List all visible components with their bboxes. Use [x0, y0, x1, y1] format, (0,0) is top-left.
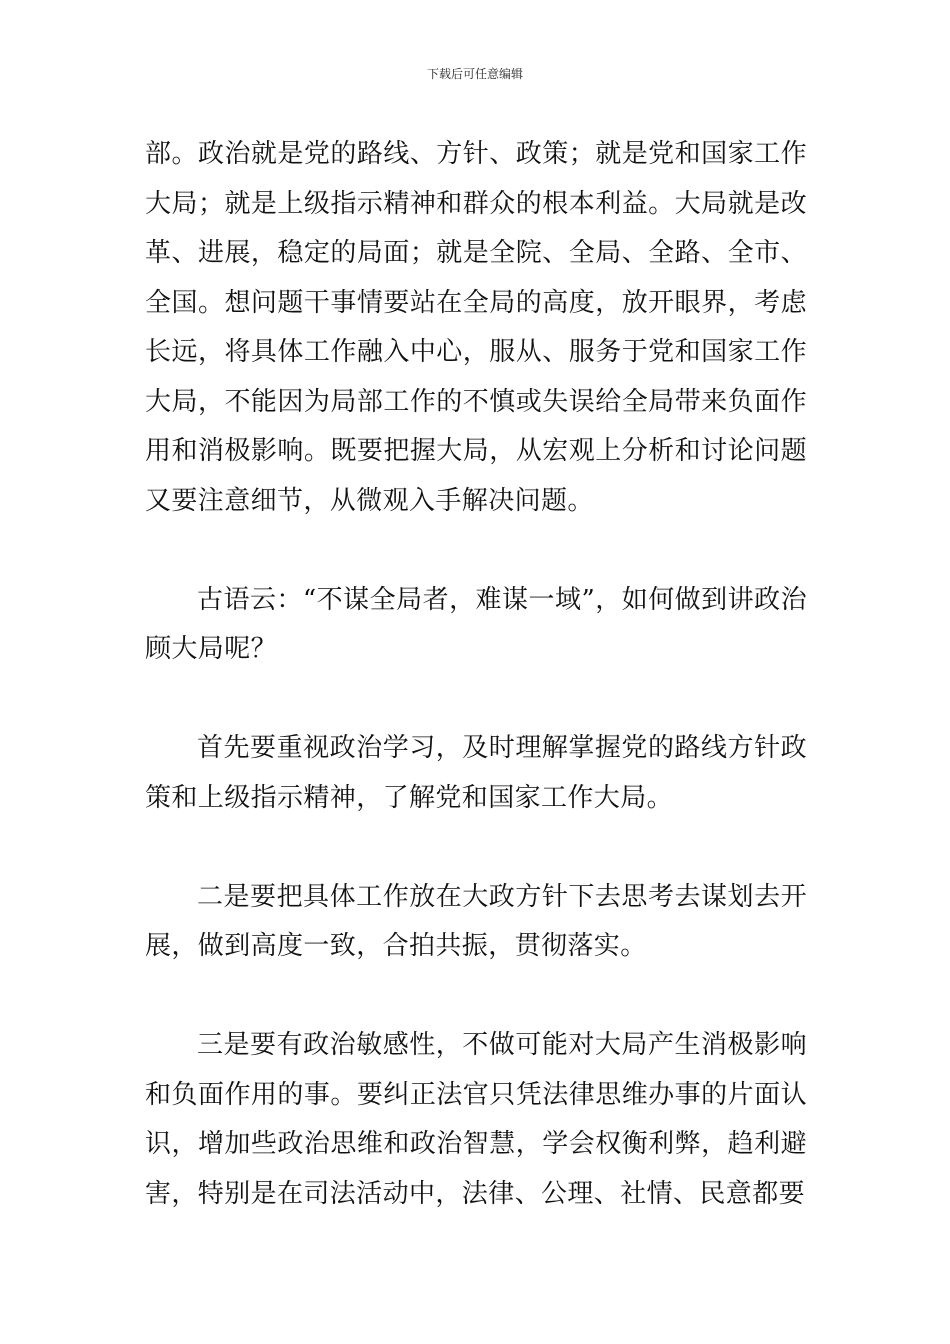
paragraph: 三是要有政治敏感性，不做可能对大局产生消极影响和负面作用的事。要纠正法官只凭法律思维办事的片面认识，增加些政治思维和政治智慧，学会权衡利弊，趋利避害，特别是在司法活动中，法律、公理、社情、民意都要: [145, 1030, 807, 1209]
document-body: [145, 130, 807, 1269]
page-header: 下载后可任意编辑: [426, 67, 523, 81]
paragraph: 二是要把具体工作放在大政方针下去思考去谋划去开展，做到高度一致，合拍共振，贯彻落实。: [145, 881, 807, 961]
paragraph: 部。政治就是党的路线、方针、政策；就是党和国家工作大局；就是上级指示精神和群众的根本利益。大局就是改革、进展，稳定的局面；就是全院、全局、全路、全市、全国。想问题干事情要站在全局的高度，放开眼界，考虑长远，将具体工作融入中心，服从、服务于党和国家工作大局，不能因为局部工作的不慎或失误给全局带来负面作用和消极影响。既要把握大局，从宏观上分析和讨论问题又要注意细节，从微观入手解决问题。: [145, 139, 807, 516]
paragraph: 首先要重视政治学习，及时理解掌握党的路线方针政策和上级指示精神，了解党和国家工作大局。: [145, 733, 807, 813]
paragraph: 古语云：“不谋全局者，难谋一域”，如何做到讲政治顾大局呢？: [145, 584, 807, 664]
